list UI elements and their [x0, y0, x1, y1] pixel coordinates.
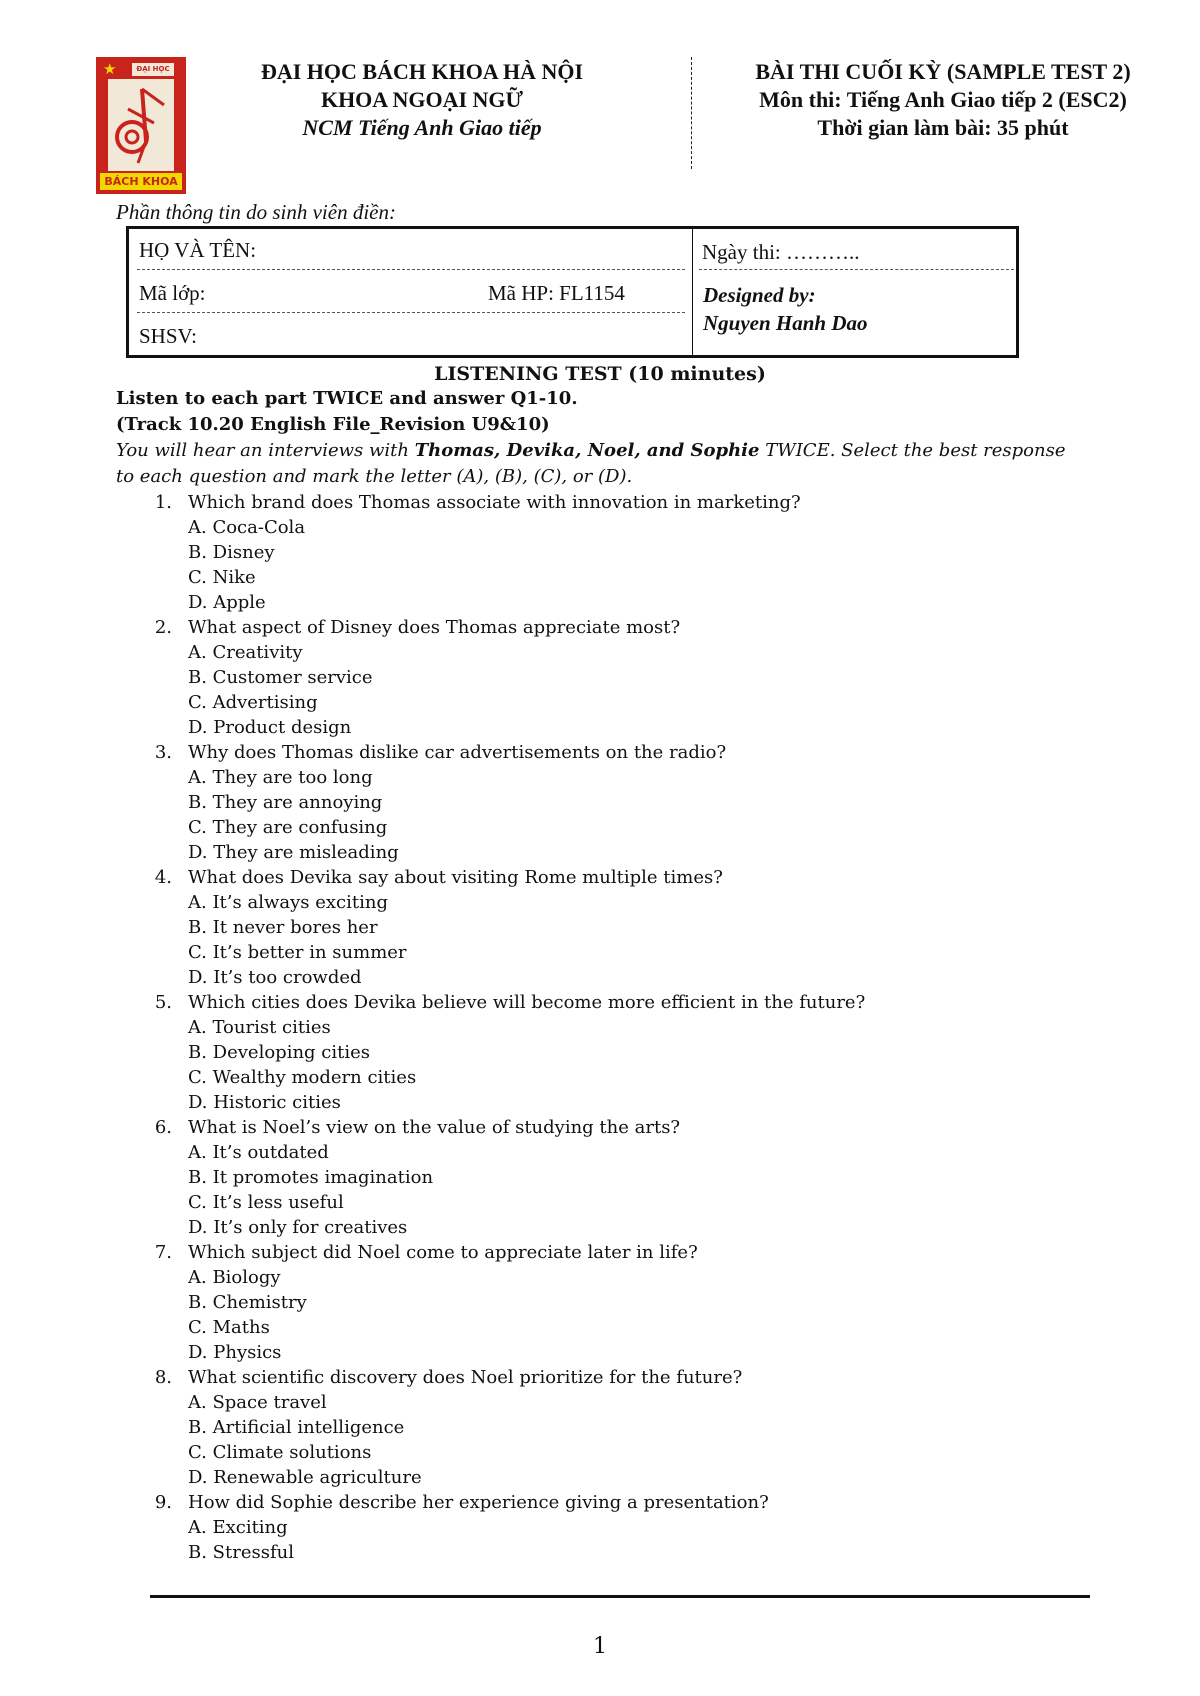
answer-option[interactable]: C. Advertising: [188, 692, 318, 713]
question-text: How did Sophie describe her experience giving a presentation?: [188, 1492, 769, 1513]
designer-block: [703, 281, 868, 337]
footer-rule: [150, 1595, 1090, 1598]
info-box-divider: [692, 229, 693, 355]
answer-option[interactable]: D. Physics: [188, 1342, 282, 1363]
answer-option[interactable]: A. Biology: [188, 1267, 281, 1288]
header-divider: [691, 57, 692, 169]
answer-option[interactable]: B. It promotes imagination: [188, 1167, 434, 1188]
class-field-line: [137, 312, 685, 313]
page-number: 1: [593, 1634, 607, 1659]
question-text: What scientific discovery does Noel prioritize for the future?: [188, 1367, 743, 1388]
answer-option[interactable]: C. It’s better in summer: [188, 942, 407, 963]
instruction-line-1: Listen to each part TWICE and answer Q1-10.: [116, 388, 578, 409]
exam-subject: Môn thi: Tiếng Anh Giao tiếp 2 (ESC2): [759, 87, 1127, 112]
exam-duration: Thời gian làm bài: 35 phút: [817, 115, 1069, 140]
answer-option[interactable]: B. Stressful: [188, 1542, 294, 1563]
answer-option[interactable]: B. They are annoying: [188, 792, 383, 813]
question-number: 3.: [154, 742, 172, 763]
university-logo: [96, 57, 186, 194]
answer-option[interactable]: D. Product design: [188, 717, 352, 738]
question-text: Which brand does Thomas associate with innovation in marketing?: [188, 492, 801, 513]
question-number: 8.: [154, 1367, 172, 1388]
exam-header: [718, 58, 1168, 142]
answer-option[interactable]: B. Chemistry: [188, 1292, 307, 1313]
answer-option[interactable]: A. Tourist cities: [188, 1017, 331, 1038]
question-text: What aspect of Disney does Thomas appreciate most?: [188, 617, 681, 638]
instruction-text-end: TWICE. Select the best response to each question and mark the letter (A), (B), (C), or (D).: [116, 440, 1066, 487]
name-field-line: [137, 269, 685, 270]
answer-option[interactable]: C. They are confusing: [188, 817, 388, 838]
name-field-label[interactable]: HỌ VÀ TÊN:: [139, 238, 257, 262]
exam-title: BÀI THI CUỐI KỲ (SAMPLE TEST 2): [755, 59, 1131, 84]
answer-option[interactable]: B. Customer service: [188, 667, 373, 688]
info-instruction: Phần thông tin do sinh viên điền:: [116, 200, 396, 224]
answer-option[interactable]: A. Space travel: [188, 1392, 327, 1413]
designer-name: Nguyen Hanh Dao: [703, 311, 868, 335]
answer-option[interactable]: B. Artificial intelligence: [188, 1417, 405, 1438]
question-text: What is Noel’s view on the value of studying the arts?: [188, 1117, 681, 1138]
instruction-text-start: You will hear an interviews with: [116, 440, 415, 461]
answer-option[interactable]: C. Wealthy modern cities: [188, 1067, 417, 1088]
question-text: Which cities does Devika believe will become more efficient in the future?: [188, 992, 866, 1013]
faculty-header: [222, 58, 622, 142]
section-title: LISTENING TEST (10 minutes): [434, 363, 766, 385]
answer-option[interactable]: C. It’s less useful: [188, 1192, 344, 1213]
course-code: Mã HP: FL1154: [488, 281, 625, 305]
answer-option[interactable]: B. Disney: [188, 542, 275, 563]
star-icon: ★: [103, 60, 117, 78]
exam-date-label[interactable]: Ngày thi: ………..: [702, 240, 860, 264]
instruction-line-2: (Track 10.20 English File_Revision U9&10): [116, 414, 550, 435]
question-number: 6.: [154, 1117, 172, 1138]
question-text: What does Devika say about visiting Rome multiple times?: [188, 867, 723, 888]
answer-option[interactable]: B. Developing cities: [188, 1042, 371, 1063]
answer-option[interactable]: C. Nike: [188, 567, 256, 588]
answer-option[interactable]: D. It’s too crowded: [188, 967, 362, 988]
answer-option[interactable]: A. Exciting: [188, 1517, 288, 1538]
answer-option[interactable]: A. Coca-Cola: [188, 517, 306, 538]
answer-option[interactable]: D. Historic cities: [188, 1092, 341, 1113]
faculty-name: KHOA NGOẠI NGỮ: [320, 87, 524, 112]
question-text: Why does Thomas dislike car advertisements on the radio?: [188, 742, 727, 763]
department-name: NCM Tiếng Anh Giao tiếp: [302, 115, 542, 140]
answer-option[interactable]: B. It never bores her: [188, 917, 378, 938]
designed-by-label: Designed by:: [703, 283, 816, 307]
compass-emblem-icon: [108, 79, 174, 171]
answer-option[interactable]: D. Apple: [188, 592, 266, 613]
answer-option[interactable]: D. It’s only for creatives: [188, 1217, 408, 1238]
question-text: Which subject did Noel come to appreciate later in life?: [188, 1242, 698, 1263]
answer-option[interactable]: D. They are misleading: [188, 842, 399, 863]
speaker-names: Thomas, Devika, Noel, and Sophie: [414, 440, 760, 461]
class-code-label[interactable]: Mã lớp:: [139, 281, 206, 305]
logo-bottom-text: BÁCH KHOA: [100, 173, 182, 190]
university-name: ĐẠI HỌC BÁCH KHOA HÀ NỘI: [260, 59, 584, 84]
question-number: 5.: [154, 992, 172, 1013]
answer-option[interactable]: A. It’s always exciting: [188, 892, 388, 913]
question-number: 2.: [154, 617, 172, 638]
student-info-box: [126, 226, 1019, 358]
question-number: 7.: [154, 1242, 172, 1263]
answer-option[interactable]: A. They are too long: [188, 767, 373, 788]
date-field-line: [699, 269, 1014, 270]
logo-top-text: ĐẠI HỌC: [132, 63, 174, 76]
question-number: 4.: [154, 867, 172, 888]
question-number: 9.: [154, 1492, 172, 1513]
answer-option[interactable]: A. It’s outdated: [188, 1142, 329, 1163]
instruction-line-3: [116, 438, 1076, 490]
question-number: 1.: [154, 492, 172, 513]
answer-option[interactable]: D. Renewable agriculture: [188, 1467, 422, 1488]
answer-option[interactable]: A. Creativity: [188, 642, 303, 663]
answer-option[interactable]: C. Maths: [188, 1317, 270, 1338]
student-id-label[interactable]: SHSV:: [139, 324, 197, 348]
answer-option[interactable]: C. Climate solutions: [188, 1442, 372, 1463]
